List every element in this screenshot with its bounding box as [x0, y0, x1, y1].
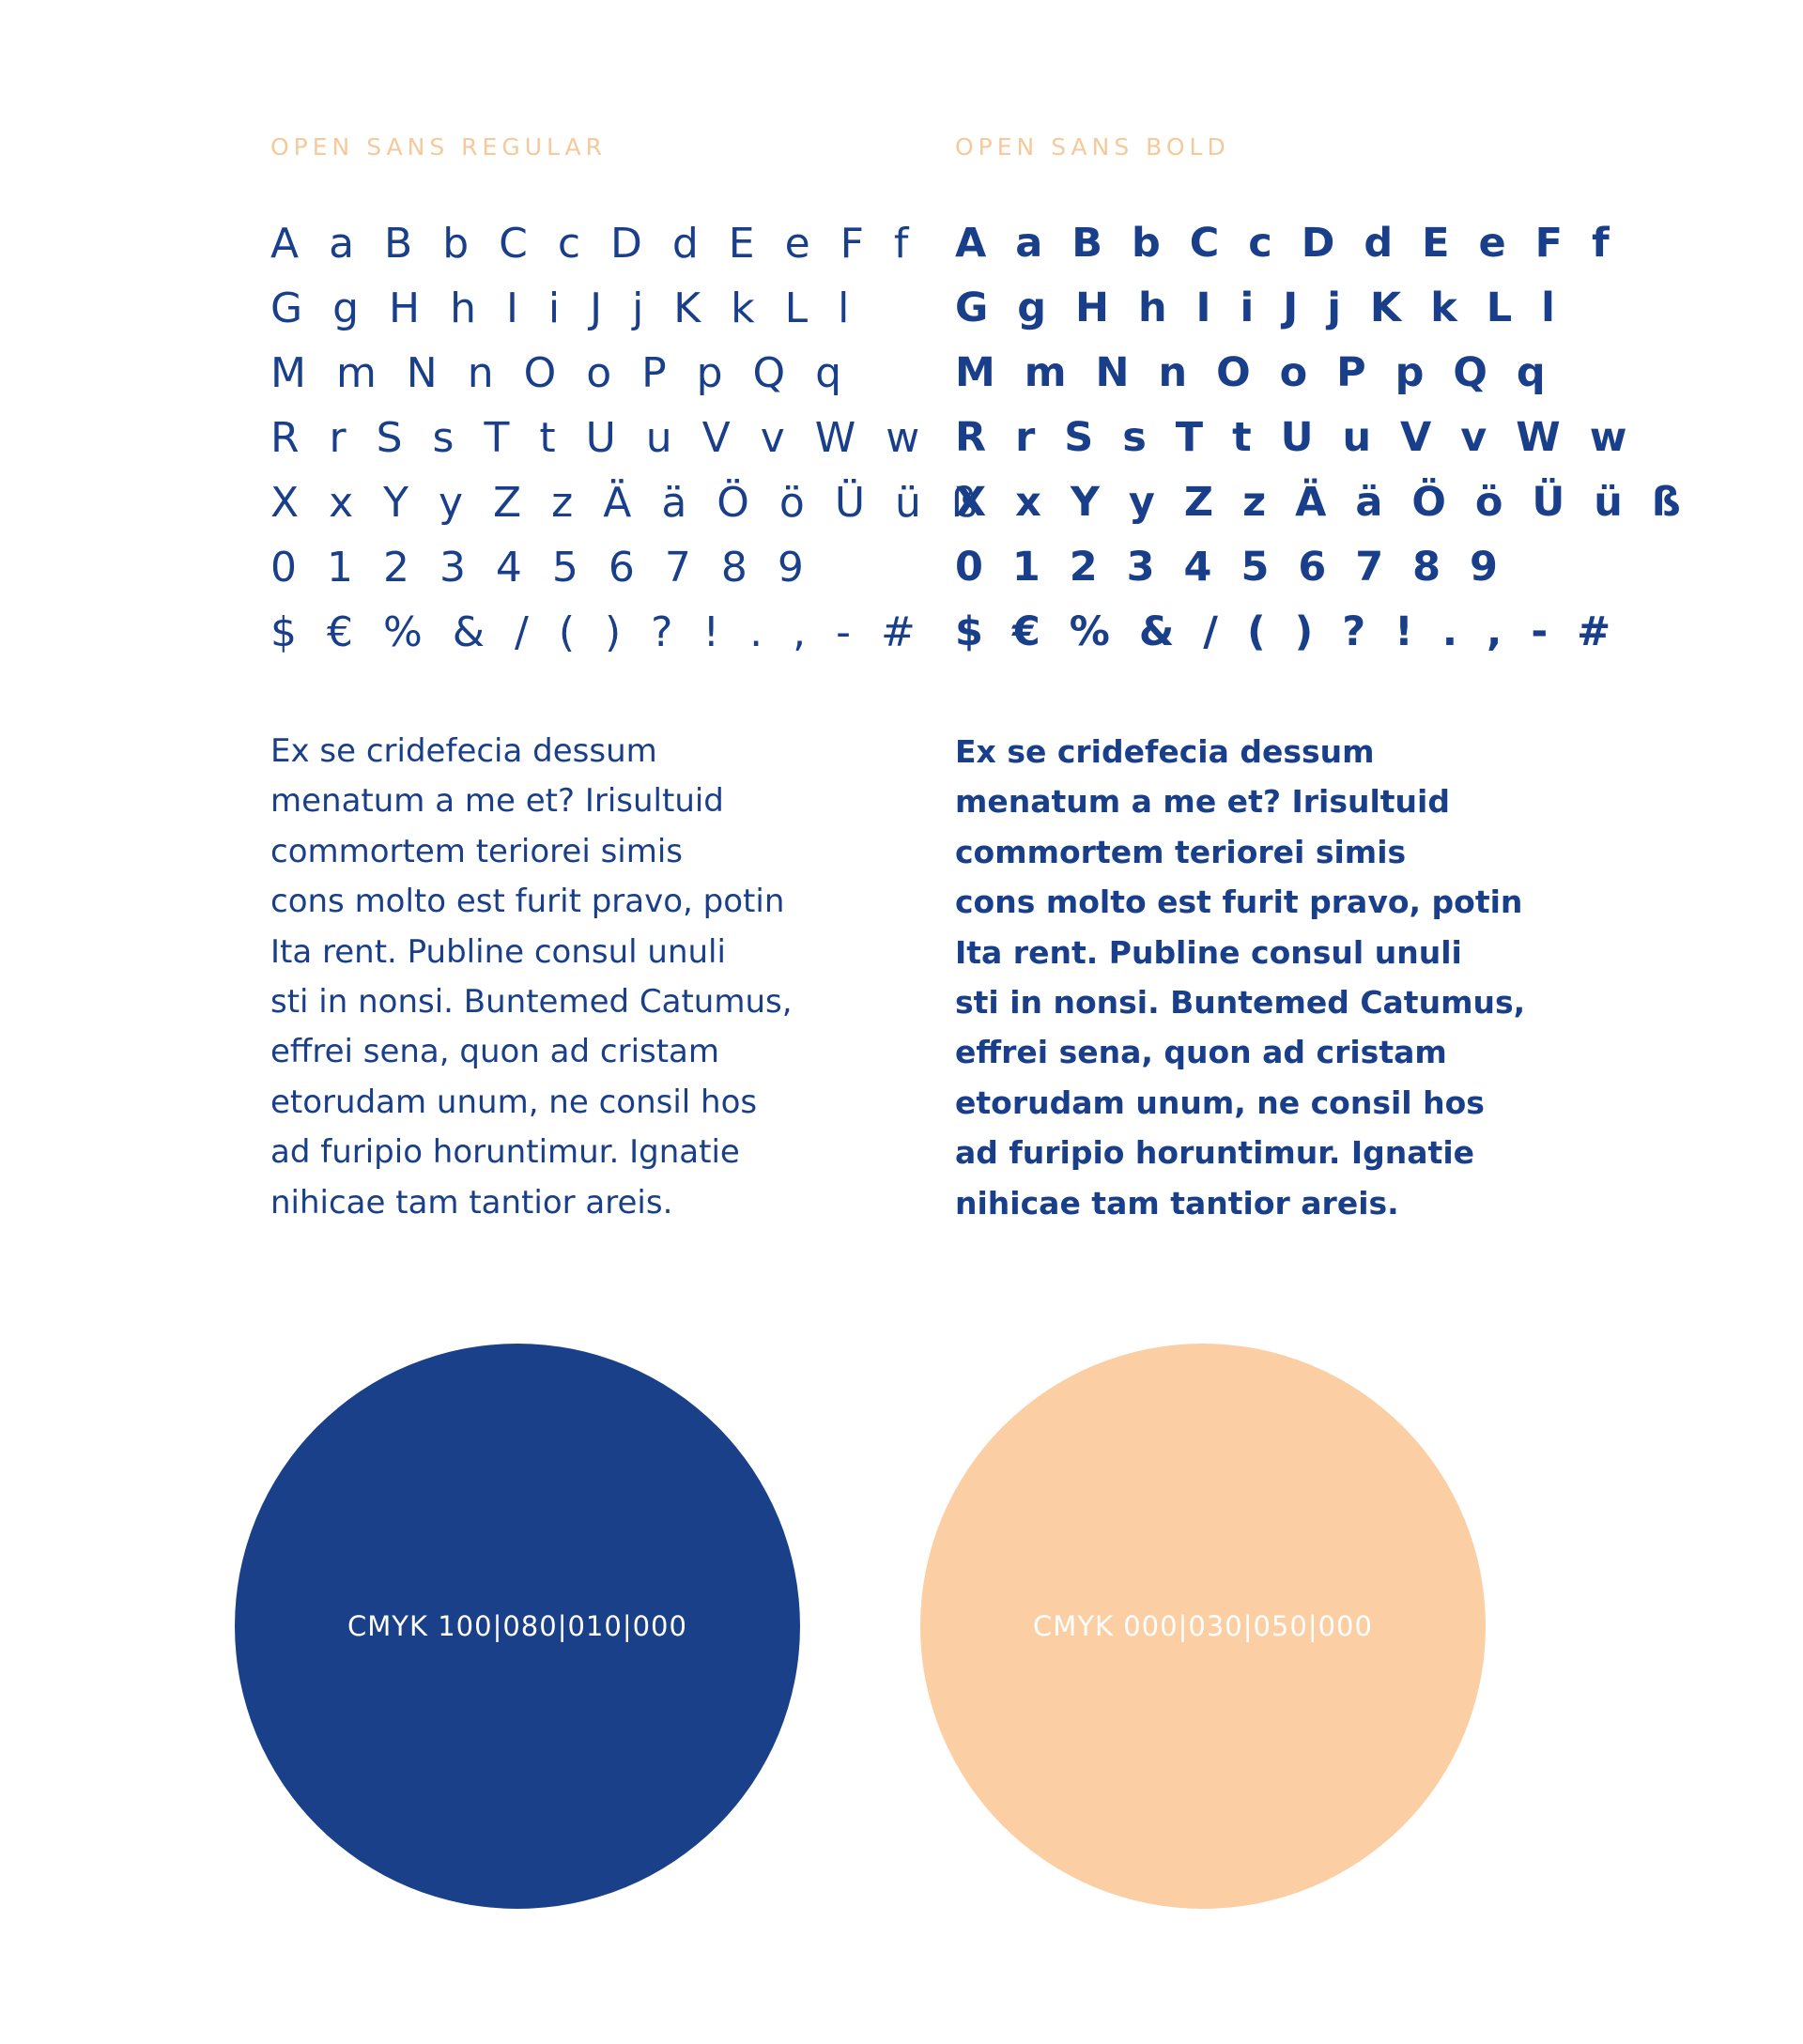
paragraph-line: effrei sena, quon ad cristam [270, 1033, 720, 1071]
paragraph-line: nihicae tam tantior areis. [270, 1183, 673, 1222]
glyph-row: R r S s T t U u V v W w [955, 414, 1635, 461]
regular-glyph-set [270, 211, 986, 665]
paragraph-line: etorudam unum, ne consil hos [955, 1083, 1485, 1121]
glyph-row: M m N n O o P p Q q [955, 349, 1553, 396]
paragraph-line: effrei sena, quon ad cristam [955, 1034, 1447, 1071]
paragraph-line: menatum a me et? Irisultuid [955, 783, 1450, 821]
paragraph-line: ad furipio horuntimur. Ignatie [270, 1133, 740, 1172]
glyph-row: $ € % & / ( ) ? ! . , - # [955, 608, 1619, 655]
peach-cmyk-label: CMYK 000|030|050|000 [1033, 1610, 1373, 1642]
glyph-row: X x Y y Z z Ä ä Ö ö Ü ü ß [270, 479, 986, 527]
glyph-row: M m N n O o P p Q q [270, 349, 851, 397]
paragraph-line: sti in nonsi. Buntemed Catumus, [270, 982, 793, 1021]
glyph-row: X x Y y Z z Ä ä Ö ö Ü ü ß [955, 479, 1688, 526]
paragraph-line: nihicae tam tantior areis. [955, 1184, 1399, 1222]
paragraph-line: Ex se cridefecia dessum [270, 732, 657, 770]
bold-sample-paragraph [955, 727, 1525, 1228]
blue-cmyk-label: CMYK 100|080|010|000 [347, 1610, 687, 1642]
bold-glyph-set [955, 211, 1688, 665]
paragraph-line: commortem teriorei simis [270, 832, 684, 870]
glyph-row: 0 1 2 3 4 5 6 7 8 9 [270, 544, 812, 592]
glyph-row: 0 1 2 3 4 5 6 7 8 9 [955, 544, 1505, 591]
paragraph-line: commortem teriorei simis [955, 833, 1407, 870]
glyph-row: $ € % & / ( ) ? ! . , - # [270, 608, 924, 656]
regular-sample-paragraph [270, 727, 793, 1228]
bold-font-label: OPEN SANS BOLD [955, 133, 1230, 161]
paragraph-line: ad furipio horuntimur. Ignatie [955, 1134, 1475, 1172]
peach-color-swatch [920, 1344, 1486, 1909]
paragraph-line: Ita rent. Publine consul unuli [955, 933, 1462, 971]
paragraph-line: cons molto est furit pravo, potin [955, 884, 1523, 921]
glyph-row: R r S s T t U u V v W w [270, 414, 929, 462]
regular-font-label: OPEN SANS REGULAR [270, 133, 607, 161]
paragraph-line: Ita rent. Publine consul unuli [270, 932, 726, 971]
glyph-row: A a B b C c D d E e F f [270, 220, 917, 268]
glyph-row: G g H h I i J j K k L l [955, 284, 1563, 331]
paragraph-line: etorudam unum, ne consil hos [270, 1083, 758, 1121]
paragraph-line: Ex se cridefecia dessum [955, 733, 1375, 770]
glyph-row: A a B b C c D d E e F f [955, 220, 1617, 267]
glyph-row: G g H h I i J j K k L l [270, 284, 858, 332]
paragraph-line: cons molto est furit pravo, potin [270, 883, 785, 921]
blue-color-swatch [235, 1344, 800, 1909]
paragraph-line: menatum a me et? Irisultuid [270, 782, 724, 821]
paragraph-line: sti in nonsi. Buntemed Catumus, [955, 983, 1526, 1021]
